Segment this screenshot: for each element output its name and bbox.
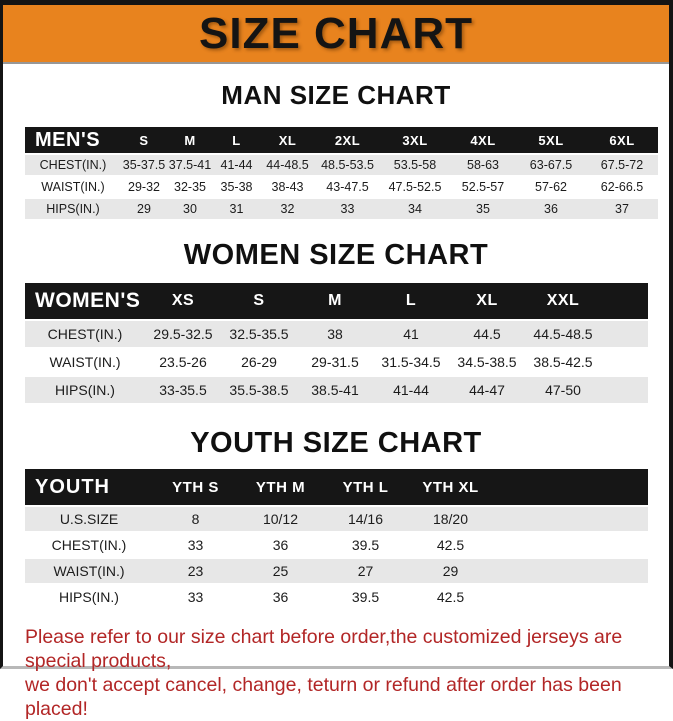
table-cell: 29 [121,199,167,219]
table-row [25,533,648,557]
table-cell: 23 [153,559,238,583]
table-cell: 18/20 [408,507,493,531]
table-cell: 29.5-32.5 [145,321,221,347]
table-name-cell: YOUTH [25,469,153,505]
row-label: U.S.SIZE [25,507,153,531]
table-row [25,585,648,609]
column-header: 2XL [315,127,380,153]
table-cell: 41 [373,321,449,347]
women-size-table [25,281,648,405]
row-label: CHEST(IN.) [51,537,127,553]
column-header: L [213,127,260,153]
table-header-row [25,469,648,505]
spacer-cell [493,585,648,609]
table-cell: 44.5-48.5 [525,321,601,347]
table-cell: 26-29 [241,354,277,370]
row-label: HIPS(IN.) [59,589,119,605]
row-label: CHEST(IN.) [25,155,121,175]
table-cell: 35-38 [220,180,253,194]
column-header: 4XL [450,127,516,153]
table-cell: 35-37.5 [121,155,167,175]
row-label: HIPS(IN.) [25,377,145,403]
table-cell: 25 [238,559,323,583]
table-row [25,155,658,175]
table-row [25,321,648,347]
row-label: WAIST(IN.) [49,354,121,370]
table-cell: 35.5-38.5 [221,377,297,403]
row-label: HIPS(IN.) [25,199,121,219]
table-row [25,377,648,403]
footer-line-1: Please refer to our size chart before order,the customized jerseys are special products, [25,626,623,672]
row-label: WAIST(IN.) [41,180,105,194]
table-cell: 32.5-35.5 [221,321,297,347]
table-cell: 23.5-26 [159,354,207,370]
table-cell: 38 [297,321,373,347]
table-cell: 44-47 [449,377,525,403]
table-name-cell: WOMEN'S [25,283,145,319]
column-header: YTH XL [408,469,493,505]
spacer-cell [601,283,648,319]
table-cell: 33 [187,537,204,553]
row-label: WAIST(IN.) [25,559,153,583]
women-section-title: WOMEN SIZE CHART [183,239,489,271]
table-cell: 29-31.5 [311,354,359,370]
section-men [3,80,669,221]
table-header-row [25,127,658,153]
column-header: YTH L [323,469,408,505]
table-cell: 38-43 [271,180,304,194]
table-cell: 47.5-52.5 [388,180,442,194]
table-cell: 42.5 [436,589,465,605]
spacer-cell [493,469,648,505]
table-cell: 36 [516,199,586,219]
table-cell: 32-35 [174,180,206,194]
column-header: M [297,283,373,319]
table-cell: 34 [380,199,450,219]
spacer-cell [601,377,648,403]
table-cell: 47-50 [525,377,601,403]
column-header: XS [145,283,221,319]
table-cell: 39.5 [351,537,380,553]
table-cell: 14/16 [323,507,408,531]
section-youth [3,427,669,611]
column-header: S [221,283,297,319]
spacer-cell [493,507,648,531]
table-cell: 57-62 [535,180,567,194]
table-header-row [25,283,648,319]
spacer-cell [601,349,648,375]
table-cell: 32 [260,199,315,219]
table-cell: 48.5-53.5 [315,155,380,175]
table-row [25,559,648,583]
table-row [25,177,658,197]
column-header: YTH M [238,469,323,505]
men-size-table [25,125,658,221]
table-cell: 27 [323,559,408,583]
table-row [25,349,648,375]
men-section-title: MAN SIZE CHART [221,80,451,110]
column-header: XL [449,283,525,319]
footer-line-2: we don't accept cancel, change, teturn or refund after order has been placed! [25,674,622,720]
table-cell: 67.5-72 [586,155,658,175]
table-cell: 31.5-34.5 [381,354,441,370]
banner-title: SIZE CHART [199,8,473,58]
column-header: L [373,283,449,319]
column-header: 3XL [380,127,450,153]
table-cell: 37 [586,199,658,219]
table-cell: 38.5-42.5 [533,354,593,370]
table-cell: 52.5-57 [461,180,505,194]
table-cell: 62-66.5 [600,180,644,194]
table-cell: 10/12 [238,507,323,531]
youth-size-table [25,467,648,611]
spacer-cell [493,533,648,557]
table-cell: 29-32 [128,180,160,194]
table-cell: 36 [272,537,289,553]
table-cell: 31 [213,199,260,219]
table-cell: 44-48.5 [260,155,315,175]
column-header: 6XL [586,127,658,153]
column-header: M [167,127,213,153]
footer-note [25,625,669,721]
table-cell: 44.5 [449,321,525,347]
table-cell: 8 [153,507,238,531]
column-header: 5XL [516,127,586,153]
table-cell: 34.5-38.5 [457,354,517,370]
table-cell: 33-35.5 [145,377,221,403]
table-cell: 58-63 [450,155,516,175]
table-cell: 63-67.5 [516,155,586,175]
spacer-cell [493,559,648,583]
table-cell: 37.5-41 [167,155,213,175]
row-label: CHEST(IN.) [25,321,145,347]
table-cell: 33 [315,199,380,219]
table-row [25,199,658,219]
column-header: XL [260,127,315,153]
table-cell: 35 [450,199,516,219]
table-cell: 41-44 [373,377,449,403]
table-row [25,507,648,531]
table-cell: 36 [272,589,289,605]
column-header: S [121,127,167,153]
table-cell: 29 [408,559,493,583]
table-cell: 33 [187,589,204,605]
table-name-cell: MEN'S [25,127,121,153]
table-cell: 39.5 [351,589,380,605]
table-cell: 53.5-58 [380,155,450,175]
table-cell: 41-44 [213,155,260,175]
table-cell: 30 [167,199,213,219]
youth-section-title: YOUTH SIZE CHART [190,427,482,459]
banner [3,5,669,64]
table-cell: 42.5 [436,537,465,553]
column-header: YTH S [153,469,238,505]
table-cell: 38.5-41 [297,377,373,403]
spacer-cell [601,321,648,347]
column-header: XXL [525,283,601,319]
table-cell: 43-47.5 [326,180,369,194]
section-women [3,239,669,405]
